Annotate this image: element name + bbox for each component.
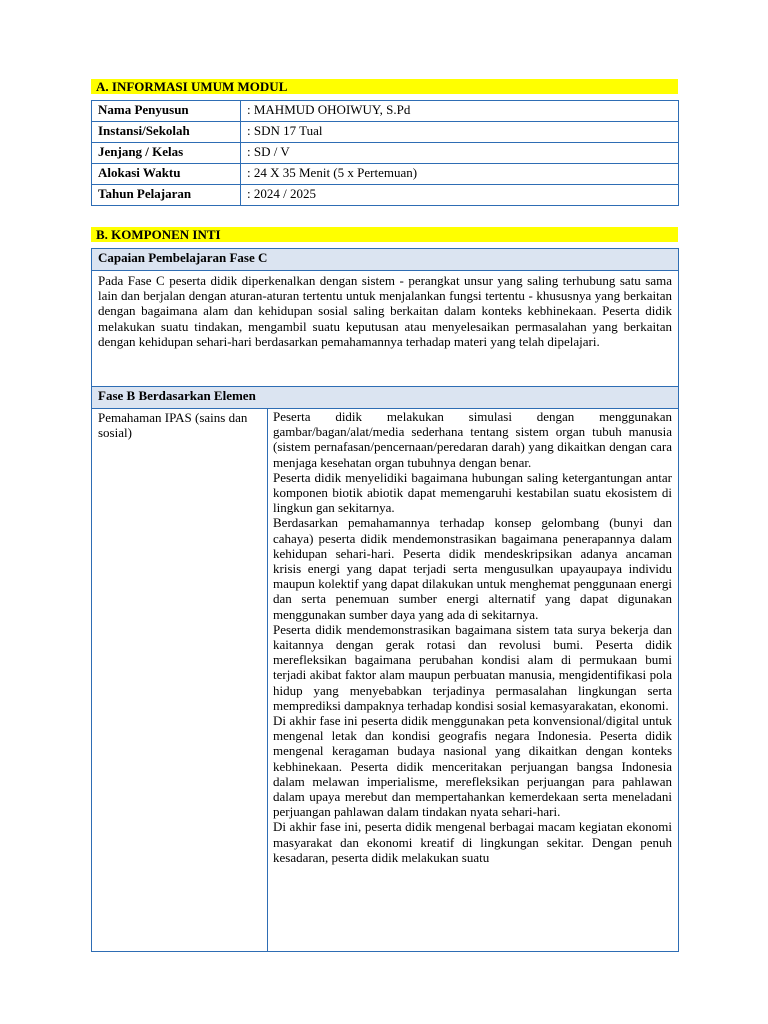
element-paragraph: Peserta didik menyelidiki bagaimana hubungan saling ketergantungan antar komponen biotik abiotik dapat memengaruhi kestabilan suatu ekosistem di lingkun gan sekitarnya.	[273, 469, 672, 516]
info-value: : SD / V	[241, 143, 679, 164]
info-row	[92, 143, 679, 164]
fase-b-header: Fase B Berdasarkan Elemen	[92, 387, 679, 409]
info-label: Jenjang / Kelas	[92, 143, 241, 164]
capaian-header-row	[92, 249, 679, 271]
info-value: : 24 X 35 Menit (5 x Pertemuan)	[241, 164, 679, 185]
capaian-text: Pada Fase C peserta didik diperkenalkan dengan sistem - perangkat unsur yang saling terhubung satu sama lain dan berjalan dengan aturan-aturan tertentu untuk menjalankan fungsi tertentu - khususnya yang berkaitan dengan bagaimana alam dan kehidupan sosial saling berkaitan dalam konteks kebhinekaan. Peserta didik melakukan suatu tindakan, mengambil suatu keputusan atau menyelesaikan permasalahan yang berkaitan dengan kehidupan sehari-hari berdasarkan pemahamannya terhadap materi yang telah dipelajari.	[92, 271, 679, 387]
element-paragraph: Berdasarkan pemahamannya terhadap konsep gelombang (bunyi dan cahaya) peserta didik mendemonstrasikan bagaimana penerapannya dalam kehidupan sehari-hari. Peserta didik mendeskripsikan adanya ancaman krisis energi yang dapat terjadi serta mengusulkan upayaupaya individu maupun kolektif yang dapat dilakukan untuk menghemat penggunaan energi dan serta penemuan sumber energi alternatif yang dapat digunakan menggunakan sumber daya yang ada di sekitarnya.	[273, 515, 672, 622]
section-b-heading: B. KOMPONEN INTI	[91, 227, 678, 242]
info-row	[92, 185, 679, 206]
info-row	[92, 164, 679, 185]
element-description	[268, 409, 679, 952]
info-label: Nama Penyusun	[92, 101, 241, 122]
element-row	[92, 409, 679, 952]
info-label: Instansi/Sekolah	[92, 122, 241, 143]
capaian-header: Capaian Pembelajaran Fase C	[92, 249, 679, 271]
info-table	[91, 100, 679, 206]
info-value: : SDN 17 Tual	[241, 122, 679, 143]
element-paragraph: Di akhir fase ini, peserta didik mengenal berbagai macam kegiatan ekonomi masyarakat dan ekonomi kreatif di lingkungan sekitar. Dengan penuh kesadaran, peserta didik melakukan suatu	[273, 819, 672, 865]
info-label: Tahun Pelajaran	[92, 185, 241, 206]
core-component-table	[91, 248, 679, 952]
info-row	[92, 122, 679, 143]
info-value: : 2024 / 2025	[241, 185, 679, 206]
info-row	[92, 101, 679, 122]
info-label: Alokasi Waktu	[92, 164, 241, 185]
element-paragraph: Di akhir fase ini peserta didik menggunakan peta konvensional/digital untuk mengenal letak dan kondisi geografis negara Indonesia. Peserta didik mengenal keragaman budaya nasional yang dikaitkan dengan konteks kebhinekaan. Peserta didik menceritakan perjuangan bangsa Indonesia dalam melawan imperialisme, merefleksikan perjuangan para pahlawan dalam upaya merebut dan mempertahankan kemerdekaan serta meneladani perjuangan pahlawan dalam tindakan nyata sehari-hari.	[273, 713, 672, 820]
capaian-body-row	[92, 271, 679, 387]
element-label: Pemahaman IPAS (sains dan sosial)	[92, 409, 268, 952]
section-a-heading: A. INFORMASI UMUM MODUL	[91, 79, 678, 94]
element-paragraph: Peserta didik mendemonstrasikan bagaimana sistem tata surya bekerja dan kaitannya dengan gerak rotasi dan revolusi bumi. Peserta didik merefleksikan bagaimana perubahan kondisi alam di permukaan bumi terjadi akibat faktor alam maupun perbuatan manusia, mengidentifikasi pola hidup yang menyebabkan terjadinya permasalahan lingkungan serta memprediksi dampaknya terhadap kondisi sosial kemasyarakatan, ekonomi.	[273, 621, 672, 713]
fase-b-header-row	[92, 387, 679, 409]
element-paragraph: Peserta didik melakukan simulasi dengan menggunakan gambar/bagan/alat/media sederhana tentang sistem organ tubuh manusia (sistem pernafasan/pencernaan/peredaran darah) yang dikaitkan dengan cara menjaga kesehatan organ tubuhnya dengan benar.	[273, 409, 672, 470]
info-value: : MAHMUD OHOIWUY, S.Pd	[241, 101, 679, 122]
